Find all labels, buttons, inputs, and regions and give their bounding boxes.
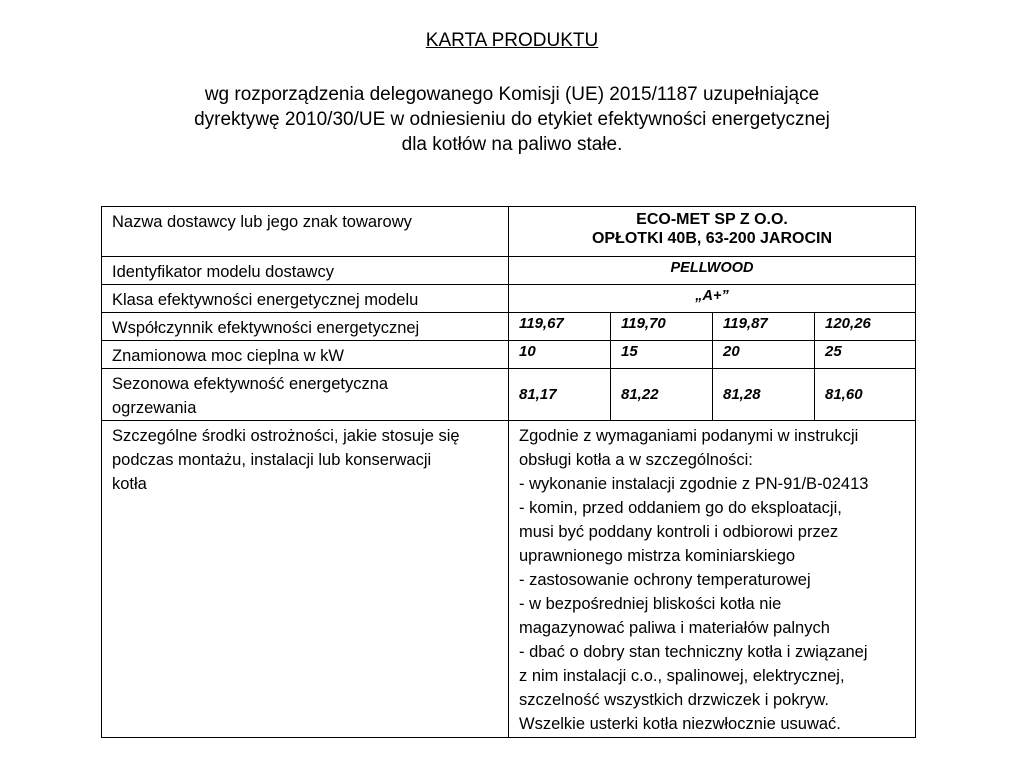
- rated-heat-output-cell: 20: [713, 341, 815, 369]
- precautions-line: uprawnionego mistrza kominiarskiego: [519, 547, 796, 565]
- energy-class-label: Klasa efektywności energetycznej modelu: [102, 285, 509, 313]
- efficiency-index-cell: 120,26: [815, 313, 916, 341]
- precautions-line: obsługi kotła a w szczególności:: [519, 451, 753, 469]
- table-row-efficiency-index: [102, 313, 916, 341]
- model-value: PELLWOOD: [509, 257, 916, 285]
- table-row-precautions: [102, 421, 916, 738]
- efficiency-index-cell: 119,70: [611, 313, 713, 341]
- label-line: ogrzewania: [112, 399, 197, 417]
- document-title: KARTA PRODUKTU: [425, 30, 599, 51]
- supplier-value: [509, 207, 916, 257]
- precautions-line: - wykonanie instalacji zgodnie z PN-91/B-02413: [519, 475, 869, 493]
- efficiency-index-cell: 119,87: [713, 313, 815, 341]
- precautions-line: - w bezpośredniej bliskości kotła nie: [519, 595, 782, 613]
- precautions-line: szczelność wszystkich drzwiczek i pokryw.: [519, 691, 829, 709]
- supplier-label: Nazwa dostawcy lub jego znak towarowy: [102, 207, 509, 257]
- precautions-line: magazynować paliwa i materiałów palnych: [519, 619, 830, 637]
- efficiency-index-label: Współczynnik efektywności energetycznej: [102, 313, 509, 341]
- label-line: kotła: [112, 475, 147, 493]
- supplier-name: ECO-MET SP Z O.O.: [636, 211, 788, 228]
- subtitle-line: dla kotłów na paliwo stałe.: [401, 134, 623, 155]
- seasonal-efficiency-label: [102, 369, 509, 421]
- model-label: Identyfikator modelu dostawcy: [102, 257, 509, 285]
- document-subtitle: [0, 82, 1024, 157]
- table-row-seasonal-efficiency: [102, 369, 916, 421]
- precautions-text: [509, 421, 916, 738]
- seasonal-efficiency-cell: 81,28: [713, 369, 815, 421]
- precautions-line: musi być poddany kontroli i odbiorowi przez: [519, 523, 839, 541]
- table-row-supplier: [102, 207, 916, 257]
- table-row-model: [102, 257, 916, 285]
- seasonal-efficiency-cell: 81,17: [509, 369, 611, 421]
- label-line: Szczególne środki ostrożności, jakie stosuje się: [112, 427, 460, 445]
- rated-heat-output-cell: 15: [611, 341, 713, 369]
- subtitle-line: dyrektywę 2010/30/UE w odniesieniu do etykiet efektywności energetycznej: [194, 109, 830, 130]
- rated-heat-output-cell: 10: [509, 341, 611, 369]
- product-card-table: [101, 206, 916, 738]
- precautions-line: z nim instalacji c.o., spalinowej, elektrycznej,: [519, 667, 845, 685]
- rated-heat-output-cell: 25: [815, 341, 916, 369]
- seasonal-efficiency-cell: 81,22: [611, 369, 713, 421]
- precautions-label: [102, 421, 509, 738]
- supplier-address: OPŁOTKI 40B, 63-200 JAROCIN: [591, 230, 833, 247]
- table-row-rated-heat-output: [102, 341, 916, 369]
- precautions-line: Zgodnie z wymaganiami podanymi w instrukcji: [519, 427, 859, 445]
- precautions-line: Wszelkie usterki kotła niezwłocznie usuwać.: [519, 715, 841, 733]
- label-line: Sezonowa efektywność energetyczna: [112, 375, 389, 393]
- precautions-line: - dbać o dobry stan techniczny kotła i związanej: [519, 643, 868, 661]
- efficiency-index-cell: 119,67: [509, 313, 611, 341]
- table-row-energy-class: [102, 285, 916, 313]
- rated-heat-output-label: Znamionowa moc cieplna w kW: [102, 341, 509, 369]
- seasonal-efficiency-cell: 81,60: [815, 369, 916, 421]
- subtitle-line: wg rozporządzenia delegowanego Komisji (UE) 2015/1187 uzupełniające: [204, 84, 820, 105]
- precautions-line: - komin, przed oddaniem go do eksploatacji,: [519, 499, 842, 517]
- label-line: podczas montażu, instalacji lub konserwacji: [112, 451, 432, 469]
- energy-class-value: „A+”: [509, 285, 916, 313]
- precautions-line: - zastosowanie ochrony temperaturowej: [519, 571, 811, 589]
